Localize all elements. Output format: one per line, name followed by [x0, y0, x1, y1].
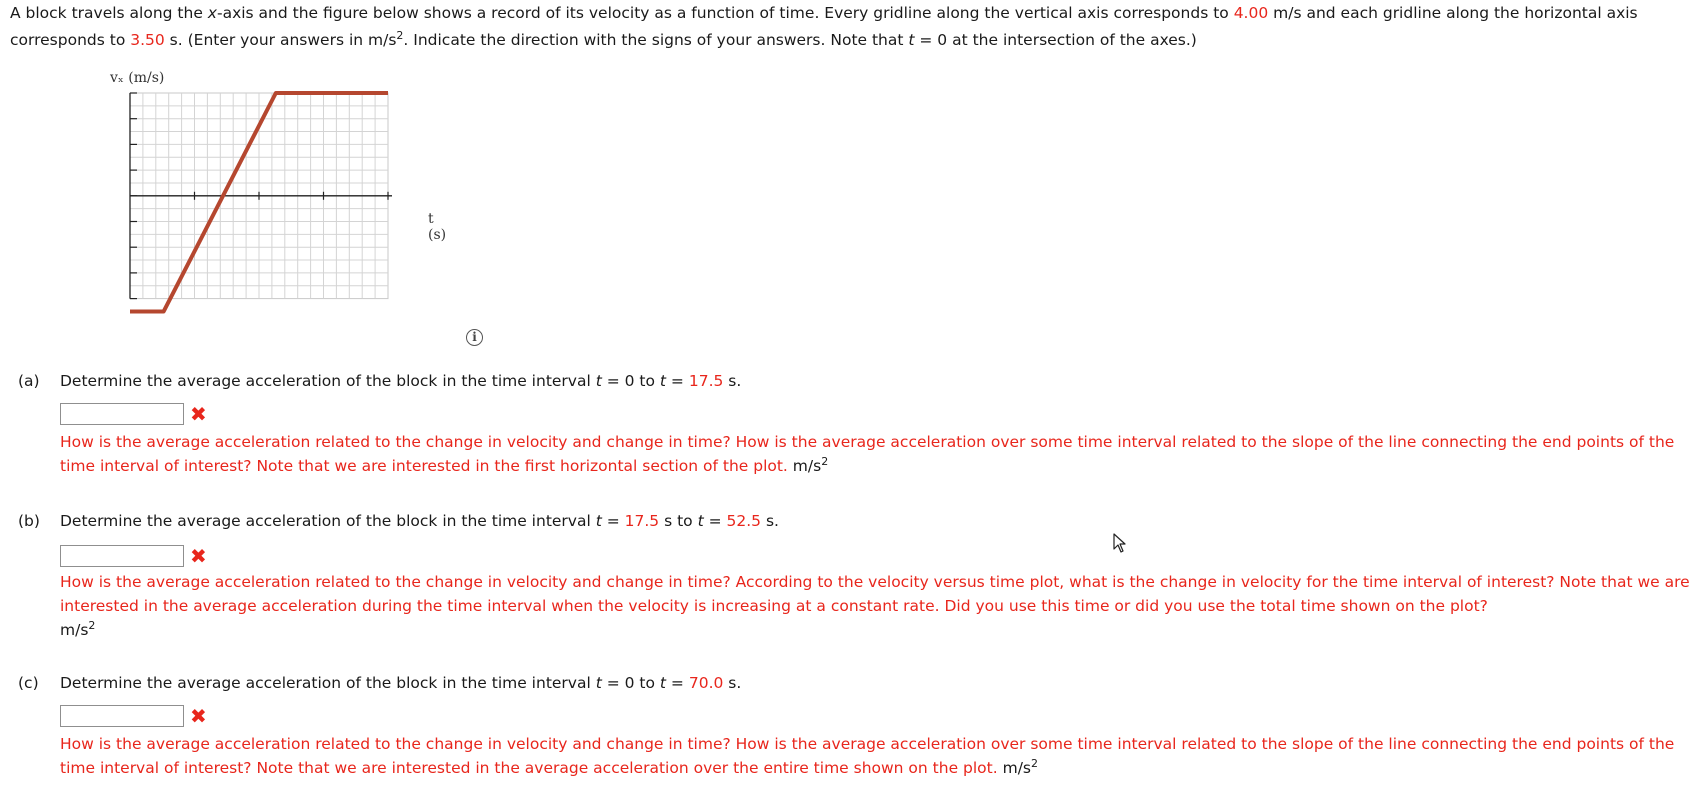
part-a-answer-input[interactable] [60, 403, 184, 425]
part-a-letter: (a) [18, 372, 40, 390]
part-b-hint-text: How is the average acceleration related to the change in velocity and change in time? According to the velocity versus time plot, what is the change in velocity for the time interval of interest? Note that we are interested in the average acceleration during the time interval when the velocity is increasing at a constant rate. Did you use this time or did you use the total time shown on the plot? [60, 573, 1690, 615]
part-c-letter: (c) [18, 674, 39, 692]
part-c-incorrect-icon: ✖ [190, 704, 207, 728]
part-b [18, 508, 1698, 642]
intro-text-5: . Indicate the direction with the signs of your answers. Note that [403, 31, 909, 49]
part-a-hint [60, 430, 1698, 478]
part-c [18, 670, 1698, 780]
intro-text-3: m/s and each gridline along the horizontal axis corresponds to [10, 4, 1638, 49]
part-a-end-time: 17.5 [688, 372, 724, 390]
time-grid-value: 3.50 [130, 31, 165, 49]
part-b-q-text2: = [601, 512, 625, 530]
y-axis-label: vₓ (m/s) [110, 70, 165, 86]
part-b-unit-sup: 2 [88, 618, 96, 632]
part-b-unit-s: s. [761, 512, 779, 530]
part-b-question [18, 508, 1698, 535]
part-b-q-text2b: s to [659, 512, 698, 530]
part-b-unit: m/s [60, 621, 89, 639]
intro-text-2: -axis and the figure below shows a record of its velocity as a function of time. Every gridline along the vertical axis corresponds to [216, 4, 1234, 22]
problem-statement [10, 0, 1700, 54]
part-b-letter: (b) [18, 512, 40, 530]
part-c-t1: t [595, 674, 602, 692]
part-a-q-text3: = [666, 372, 689, 390]
mouse-pointer-icon [1113, 533, 1127, 553]
part-b-answer-row [60, 543, 1698, 570]
part-c-q-text: Determine the average acceleration of the block in the time interval [60, 674, 596, 692]
velocity-time-graph [100, 66, 440, 356]
part-c-unit: m/s [997, 759, 1031, 777]
part-b-incorrect-icon: ✖ [190, 544, 207, 568]
part-c-q-text2: = 0 to [601, 674, 660, 692]
part-a-answer-row [60, 401, 1698, 428]
part-a [18, 368, 1698, 478]
part-b-q-text: Determine the average acceleration of the block in the time interval [60, 512, 596, 530]
velocity-time-figure [100, 66, 447, 356]
part-a-q-text: Determine the average acceleration of the block in the time interval [60, 372, 596, 390]
intro-var-t: t [908, 31, 915, 49]
part-a-t1: t [595, 372, 602, 390]
intro-text-6: = 0 at the intersection of the axes.) [914, 31, 1197, 49]
part-b-t2: t [697, 512, 704, 530]
part-c-unit-s: s. [723, 674, 742, 692]
part-c-t2: t [659, 674, 666, 692]
part-c-answer-row [60, 703, 1698, 730]
part-a-unit: m/s [787, 457, 822, 475]
part-c-unit-sup: 2 [1031, 756, 1038, 770]
intro-text-4: s. (Enter your answers in m/s [164, 31, 397, 49]
part-a-unit-s: s. [723, 372, 742, 390]
intro-var-x: x [207, 4, 217, 22]
intro-superscript: 2 [396, 28, 404, 42]
part-c-hint [60, 732, 1698, 780]
part-b-hint [60, 570, 1698, 642]
part-a-hint-text: How is the average acceleration related to the change in velocity and change in time? How is the average acceleration over some time interval related to the slope of the line connecting the end points of the time interval of interest? Note that we are interested in the first horizontal section of the plot. [60, 433, 1675, 475]
part-a-incorrect-icon: ✖ [190, 402, 207, 426]
part-c-hint-text: How is the average acceleration related to the change in velocity and change in time? How is the average acceleration over some time interval related to the slope of the line connecting the end points of the time interval of interest? Note that we are interested in the average acceleration over the entire time shown on the plot. [60, 735, 1675, 777]
part-c-answer-input[interactable] [60, 705, 184, 727]
intro-text-1: A block travels along the [10, 4, 208, 22]
part-a-t2: t [659, 372, 666, 390]
part-c-q-text3: = [666, 674, 689, 692]
x-axis-label: t (s) [428, 211, 447, 243]
part-a-unit-sup: 2 [821, 454, 829, 468]
part-b-end-time: 52.5 [726, 512, 762, 530]
part-b-start-time: 17.5 [624, 512, 660, 530]
info-icon[interactable]: i [466, 329, 483, 346]
part-b-t1: t [595, 512, 602, 530]
part-a-question [18, 368, 1698, 395]
part-c-question [18, 670, 1698, 697]
part-b-answer-input[interactable] [60, 545, 184, 567]
part-c-end-time: 70.0 [688, 674, 724, 692]
part-b-q-text3: = [703, 512, 727, 530]
velocity-grid-value: 4.00 [1233, 4, 1269, 22]
part-a-q-text2: = 0 to [601, 372, 660, 390]
